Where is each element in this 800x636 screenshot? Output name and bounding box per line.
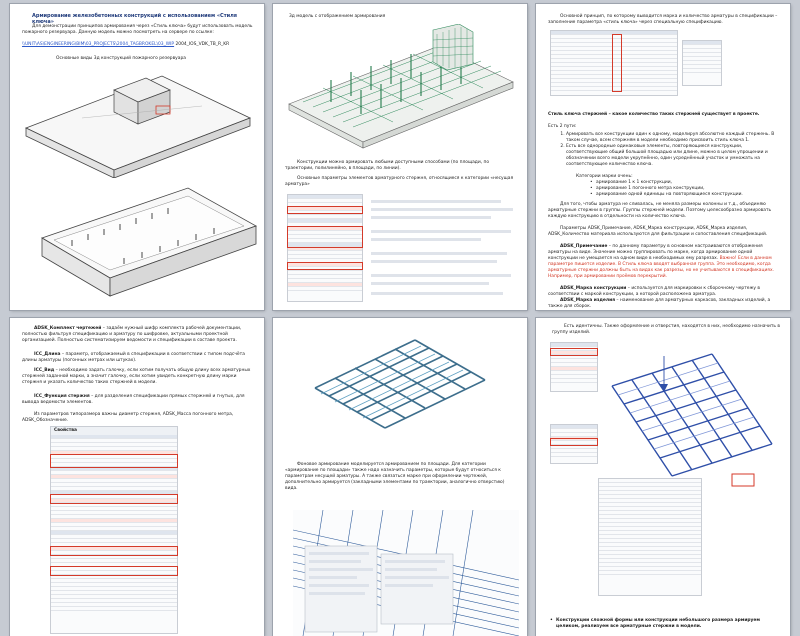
categories-label: Категории марки очень: [576, 174, 633, 179]
bottom-bullet-list [550, 618, 780, 630]
panel-title: Свойства [51, 427, 177, 435]
note-paragraph: ADSK_Примечание – по данному параметру в основном настраиваются отображения арматуры на виде. Значение можно группировать по марке, когда армирование одной конструкции не умещается на одном виде в необходимых ему разрезах. Важно! Если в данном параметре пишется изделие. В Стиль ключа вводят выбранная группа. Это необходимо, когда арматурные стержни должны быть на видах как разрезы, но не учитываются в спецификациях. Например, при армировании проёмов перекрытий. [548, 244, 774, 279]
intro-paragraph: Для демонстрации принципов армирования через «Стиль ключа» будут использовать модель пожарного резервуара. Данную модель можно посмотреть на сервере по ссылке: [22, 24, 253, 35]
server-link[interactable]: \\UNIT\AS\ENGINEERING\BIM\03_PROJECTS\2004_TAGBROKEL\03_WIP [22, 42, 175, 47]
document-page-2 [273, 4, 527, 310]
param-name: ADSK_Примечание [560, 244, 608, 249]
document-page-4 [10, 318, 264, 636]
rebar-cage-3d-view [602, 346, 784, 500]
document-page-5 [273, 318, 527, 636]
highlight-box [287, 226, 363, 248]
mark-paragraph: ADSK_Марка конструкции – используется для маркировки к сборочному чертежу в соответствии с маркой конструкции, а которой расположена арматура. [548, 286, 760, 297]
length-paragraph: ICC_Длина – параметр, отображаемый в спецификации в соответствии с типом подсчёта длины арматуры (погонных метрах или штуках). [22, 352, 245, 363]
highlight-box [50, 494, 178, 504]
highlight-box [50, 546, 178, 556]
params-paragraph: Параметры ADSK_Примечание, ADSK_Марка конструкции, ADSK_Марка изделия, ADSK_Количество материала используются для фильтрации и сопоставления спецификаций. [548, 226, 768, 237]
link-suffix: 2004_IOS_VDK_TB_R_KR [175, 42, 230, 47]
type-params-paragraph: Из параметров типоразмера важны диаметр стержня, ADSK_Масса погонного метра, ADSK_Обозначение. [22, 412, 234, 423]
paragraph-params: Основные параметры элементов арматурного стержня, относящиеся к категории «несущая арматура» [285, 176, 514, 187]
categories-list [590, 180, 778, 198]
document-page-6 [536, 318, 790, 636]
param-name: ADSK_Комплект чертежей [34, 326, 102, 331]
highlight-box [287, 262, 363, 270]
highlight-box [50, 454, 178, 468]
list-item: • армирование 1 погонного метра конструкции, [590, 186, 778, 192]
intro-paragraph: Основной принцип, по которому выводится марка и количество арматуры в спецификации – заполнение параметра «стиль ключа» через специальную спецификацию. [548, 14, 778, 25]
intro-paragraph: Есть идентичны. Также оформление и отверстия, находятся в них, необходимо назначить в группу изделий. [552, 324, 780, 335]
page-title: Армирование железобетонных конструкций с использованием «Стиля ключа» [32, 13, 237, 25]
subheading: Есть 2 пути: [548, 124, 577, 129]
model-caption: 3д модель с отображением армирования [289, 14, 386, 19]
plan-reinforcement-screenshot [293, 510, 519, 636]
section-heading: Стиль ключа стержней – какое количество таких стержней существует в проекте. [548, 112, 760, 117]
drawing-set-paragraph: ADSK_Комплект чертежей – задаём нужный шифр комплекта рабочей документации, полностью фильтруя спецификацию и арматуру по шифровке, актуальными проектной организацией. Полностью систематизируем ведомости и спецификации в составе проекта. [22, 326, 242, 343]
view-paragraph: ICC_Вид – необходимо задать галочку, если хотим получать общую длину всех арматурных стержней заданной марки, а значит галочку, если хотим увидеть конкретную длину марки стержня и указать количество таких стержней в модели. [22, 368, 251, 385]
groups-paragraph: Для того, чтобы арматура не сливалась, не меняла размеры колонны и т.д., объединяю арматурные стержни в группы. Группы стержней модели. Поэтому целесообразно армировать каждую конструкцию в отдельности на количество ключа. [548, 202, 772, 219]
document-page-3 [536, 4, 790, 310]
tank-isometric-3d-view [22, 66, 254, 178]
list-item: • армирование 1 к 1 конструкции, [590, 180, 778, 186]
highlight-box [50, 566, 178, 576]
highlight-box [550, 438, 598, 446]
list-item: • армирование одной единицы на повторяющиеся конструкции. [590, 192, 778, 198]
list-item: • Конструкции сложной формы или конструкции небольшого размера армируем целиком, реализуем все арматурные стержни в модели. [550, 618, 780, 630]
item-mark-paragraph: ADSK_Марка изделия – наименование для арматурных каркасов, закладных изделий, а также для сборок. [548, 298, 771, 309]
highlight-box [287, 206, 363, 214]
paragraph-methods: Конструкции можно армировать любыми доступными способами (по площади, по траектории, полилинейно, в площади, по линии). [285, 160, 490, 171]
figure-caption: Основные виды 3д конструкций пожарного резервуара [56, 56, 186, 61]
highlight-box [550, 348, 598, 356]
param-name: ICC_Функция стержня [34, 394, 90, 399]
highlight-box [612, 34, 622, 92]
options-list [560, 132, 778, 168]
list-item: 2. Есть все однородные одинаковые элементы, повторяющиеся конструкции, соответствующие общий большой площадью или длине, можно в целом упрощении и обозначении всего модели укрупнённо, один усреднённый участок и умножать на соответствующее количество ключа. [566, 144, 778, 168]
function-paragraph: ICC_Функция стержня – для разделения спецификации прямых стержней и гнутых, для вывода ведомости элементов. [22, 394, 245, 405]
reinforcement-3d-model [283, 24, 517, 152]
tank-open-section-view [38, 182, 260, 306]
area-paragraph: Фоновое армирование моделируется армированием по площади. Для категории «армирование по площади» также надо назначить параметры, которые будут относиться к параметрам несущей арматуры. А также связаться марке при оформлении чертежей, дополнительно армируется (закладными элементами по траектории, аналогично отверстию) вида. [285, 462, 505, 491]
param-name: ADSK_Марка конструкции [560, 286, 627, 291]
schedule-detail-screenshot [682, 40, 722, 86]
document-page-1 [10, 4, 264, 310]
warning-text: Важно! Если в данном параметре пишется изделие. В Стиль ключа вводят выбранная группа. Это необходимо, когда арматурные стержни должны быть на видах как разрезы, но не учитываются в спецификациях. Например, при армировании проёмов перекрытий. [548, 256, 774, 279]
list-item: 1. Армировать все конструкции один к одному, моделируя абсолютно каждый стержень. В таком случае, всем стержням в модели необходимо присвоить стиль ключа 1. [566, 132, 778, 144]
param-name: ICC_Длина [34, 352, 61, 357]
area-reinforcement-grid-view [295, 330, 505, 442]
param-name: ICC_Вид [34, 368, 55, 373]
param-name: ADSK_Марка изделия [560, 298, 616, 303]
